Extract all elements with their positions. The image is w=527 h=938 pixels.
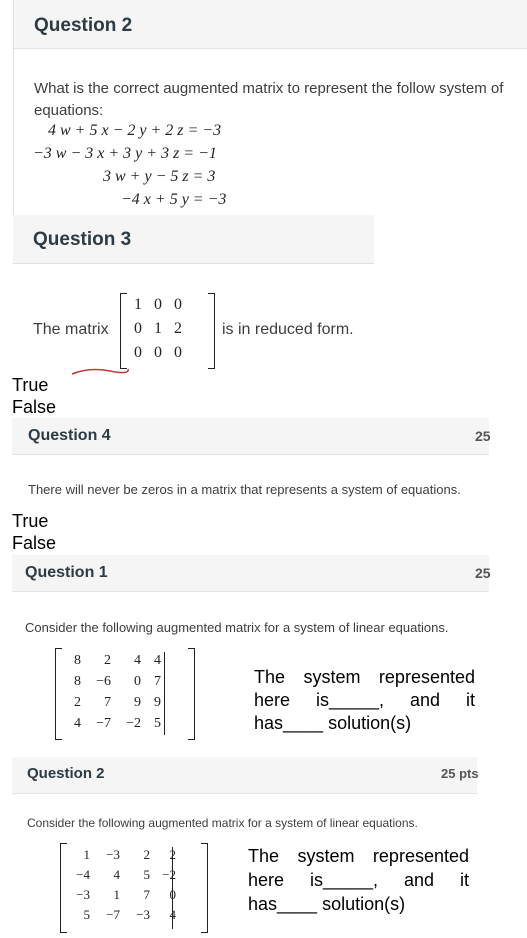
matrix-cell: 8 (74, 673, 81, 689)
fill-in-blank-text: The system represented here is_____, and it has____ solution(s) (254, 667, 475, 733)
equation-4: −4 x + 5 y = −3 (121, 191, 227, 208)
question-points: 25 (475, 565, 491, 581)
matrix-cell: 4 (113, 867, 120, 882)
question-title: Question 1 (25, 564, 108, 581)
matrix-cell: 9 (154, 694, 161, 710)
matrix-cell: 7 (104, 694, 111, 710)
matrix-cell: 0 (154, 296, 162, 313)
question-title: Question 2 (34, 15, 133, 36)
red-underline-mark (70, 365, 130, 377)
matrix-cell: 4 (169, 907, 176, 922)
augmented-matrix-q1 (55, 648, 195, 742)
matrix-cell: 0 (174, 296, 182, 313)
matrix-cell: 4 (154, 652, 161, 668)
question-2-top-card (13, 0, 527, 215)
equation-3: 3 w + y − 5 z = 3 (103, 168, 216, 185)
matrix-cell: 7 (143, 887, 150, 902)
matrix-cell: −2 (162, 867, 176, 882)
matrix-table (128, 293, 188, 365)
answer-option-true[interactable]: True (12, 511, 49, 531)
question-title: Question 3 (33, 229, 132, 250)
question-points: 25 (475, 428, 491, 444)
matrix-prefix-text: The matrix (33, 321, 109, 338)
matrix-table (68, 845, 182, 925)
matrix-cell: 1 (83, 847, 90, 862)
matrix-cell: 5 (154, 715, 161, 731)
matrix-cell: 1 (154, 320, 162, 337)
question-prompt: There will never be zeros in a matrix that represents a system of equations. (28, 482, 461, 497)
matrix-cell: 0 (134, 673, 141, 689)
right-bracket (201, 843, 208, 933)
matrix-cell: 0 (134, 344, 142, 361)
question-title: Question 4 (28, 427, 111, 444)
matrix-suffix-text: is in reduced form. (222, 321, 354, 338)
question-prompt: Consider the following augmented matrix for a system of linear equations. (27, 816, 418, 830)
matrix-cell: −7 (106, 907, 120, 922)
matrix-cell: −7 (96, 715, 111, 731)
matrix-cell: 2 (74, 694, 81, 710)
left-bracket (60, 843, 67, 933)
left-bracket (120, 293, 127, 369)
matrix-cell: 2 (169, 847, 176, 862)
matrix-cell: 7 (154, 673, 161, 689)
matrix-cell: 0 (154, 344, 162, 361)
question-3-header (13, 215, 374, 264)
question-2-header (14, 0, 527, 49)
matrix-cell: 0 (134, 320, 142, 337)
augmented-matrix-q2 (60, 843, 208, 935)
matrix-cell: −3 (76, 887, 90, 902)
matrix-cell: −2 (126, 715, 141, 731)
matrix-cell: −3 (136, 907, 150, 922)
matrix-cell: 8 (74, 652, 81, 668)
fill-in-blank-text: The system represented here is_____, and it has____ solution(s) (248, 846, 469, 914)
matrix-cell: 5 (83, 907, 90, 922)
equation-2: −3 w − 3 x + 3 y + 3 z = −1 (33, 145, 217, 162)
answer-option-false[interactable]: False (12, 533, 57, 553)
matrix-cell: 1 (134, 296, 142, 313)
matrix-cell: 0 (174, 344, 182, 361)
right-bracket (208, 293, 215, 369)
matrix-cell: 2 (104, 652, 111, 668)
question-prompt: What is the correct augmented matrix to represent the follow system of equations: (34, 80, 504, 119)
question-2-bottom-header (12, 757, 477, 794)
right-bracket (188, 648, 195, 740)
question-1-header (12, 555, 489, 592)
matrix-cell: 2 (143, 847, 150, 862)
matrix-cell: −4 (76, 867, 90, 882)
equation-1: 4 w + 5 x − 2 y + 2 z = −3 (48, 122, 222, 139)
reduced-form-matrix (120, 291, 215, 371)
matrix-cell: 1 (113, 887, 120, 902)
left-bracket (55, 648, 62, 740)
matrix-cell: 2 (174, 320, 182, 337)
matrix-cell: −3 (106, 847, 120, 862)
matrix-cell: 5 (143, 867, 150, 882)
question-3-divider (13, 263, 374, 264)
question-title: Question 2 (27, 765, 105, 782)
answer-option-true[interactable]: True (12, 375, 49, 395)
matrix-cell: 4 (74, 715, 81, 731)
matrix-cell: 0 (169, 887, 176, 902)
question-points: 25 pts (441, 766, 479, 781)
question-prompt: Consider the following augmented matrix for a system of linear equations. (25, 620, 449, 635)
question-4-header (12, 418, 489, 455)
answer-option-false[interactable]: False (12, 397, 57, 417)
matrix-table (63, 650, 167, 734)
matrix-cell: −6 (96, 673, 111, 689)
matrix-cell: 9 (134, 694, 141, 710)
matrix-cell: 4 (134, 652, 141, 668)
